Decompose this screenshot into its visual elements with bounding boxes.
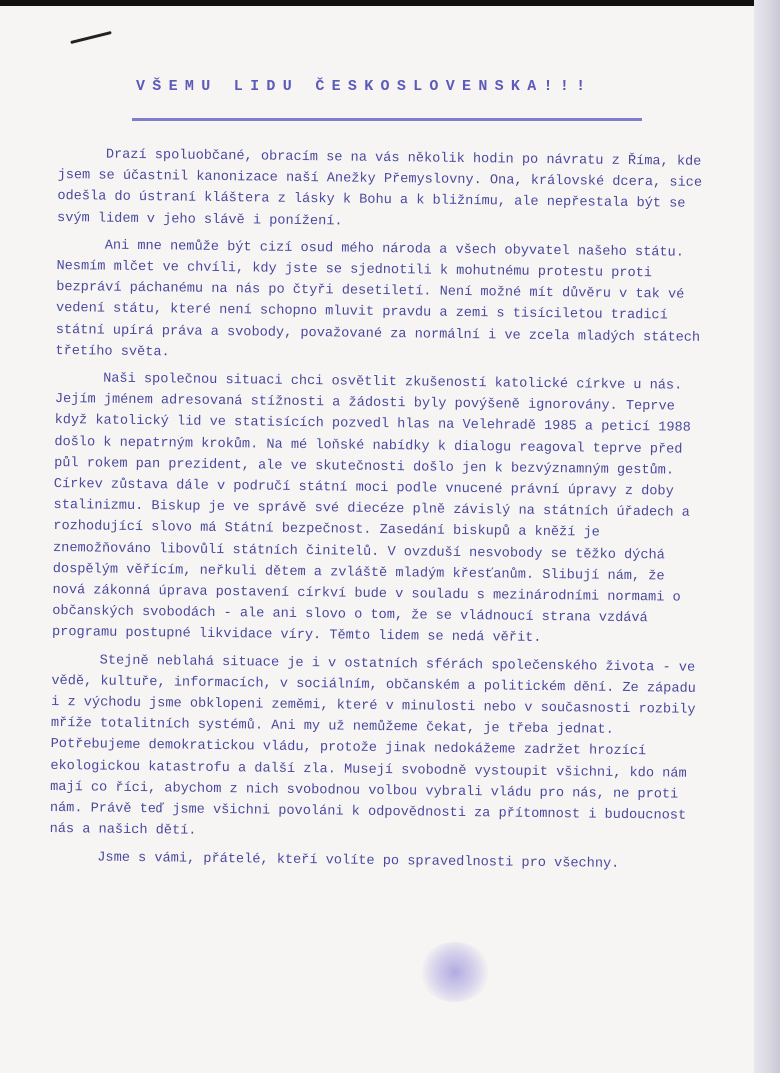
document-body <box>49 144 708 882</box>
document-title: VŠEMU LIDU ČESKOSLOVENSKA!!! <box>136 78 593 95</box>
scan-right-edge <box>754 0 780 1073</box>
title-underline <box>132 118 642 121</box>
paragraph: Drazí spoluobčané, obracím se na vás několik hodin po návratu z Říma, kde jsem se účastnil kanonizace naší Anežky Přemyslovny. Ona, královské dcera, sice odešla do ústraní kláštera z lásky k Bohu a k bližnímu, ale nepřestala být se svým lidem v jeho slávě i ponížení. <box>57 147 703 230</box>
pen-mark <box>70 31 111 44</box>
paragraph: Naši společnou situaci chci osvětlit zkušeností katolické církve u nás. Jejím jménem adresovaná stížnosti a žádosti byly povýšeně ignorovány. Teprve když katolický lid ve statisících pozvedl hlas na Velehradě 1985 a peticí 1988 došlo k nepatrným krokům. Na mé loňské nabídky k dialogu reagoval teprve před půl rokem pan prezident, ale ve skutečnosti došlo jen k bezvýznamným gestům. Církev zůstava dále v područí státní moci podle vnucené právní úpravy z doby stalinizmu. Biskup je ve správě své diecéze plně závislý na státních úřadech a rozhodující slovo má Státní bezpečnost. Zasedání biskupů a kněží je znemožňováno libovůlí státních činitelů. V ovzduší nesvobody se těžko dýchá dospělým věřícím, neřkuli dětem a zvláště mladým křesťanům. Slibují nám, že nová zákonná úprava postavení církví bude v souladu s mezinárodními normami o občanských svobodách - ale ani slovo o tom, že se vládnoucí strana vzdává programu postupné likvidace víry. Těmto lidem se nedá věřit. <box>51 371 691 647</box>
paragraph: Stejně neblahá situace je i v ostatních sférách společenského života - ve vědě, kultuře, informacích, v sociálním, občanském a politickém dění. Ze západu i z východu jsme obklopeni zeměmi, které v minulosti nebo v současnosti rozbily mříže totalitních systémů. Ani my už nemůžeme čekat, je třeba jednat. Potřebujeme demokratickou vládu, protože jinak nedokážeme zadržet hrozící ekologickou katastrofu a další zla. Musejí svobodně vystoupit všichni, kdo nám mají co říci, abychom z nich svobodnou volbou vybrali vládu pro nás, ne proti nám. Právě teď jsme všichni povoláni k odpovědnosti za přítomnost i budoucnost nás a našich dětí. <box>49 653 696 840</box>
scan-top-border <box>0 0 780 6</box>
ink-smudge <box>420 942 490 1002</box>
paragraph: Jsme s vámi, přátelé, kteří volíte po spravedlnosti pro všechny. <box>97 850 620 872</box>
paragraph: Ani mne nemůže být cizí osud mého národa a všech obyvatel našeho státu. Nesmím mlčet ve chvíli, kdy jste se sjednotili k mohutnému protestu proti bezpráví páchanému na nás po čtyři desetiletí. Není možné mít důvěru v tak vé vedení státu, které není schopno mluvit pravdu a zemi s tisíciletou tradicí státní upírá práva a svobody, považované za normální i ve zcela mladých státech třetího světa. <box>55 238 701 361</box>
